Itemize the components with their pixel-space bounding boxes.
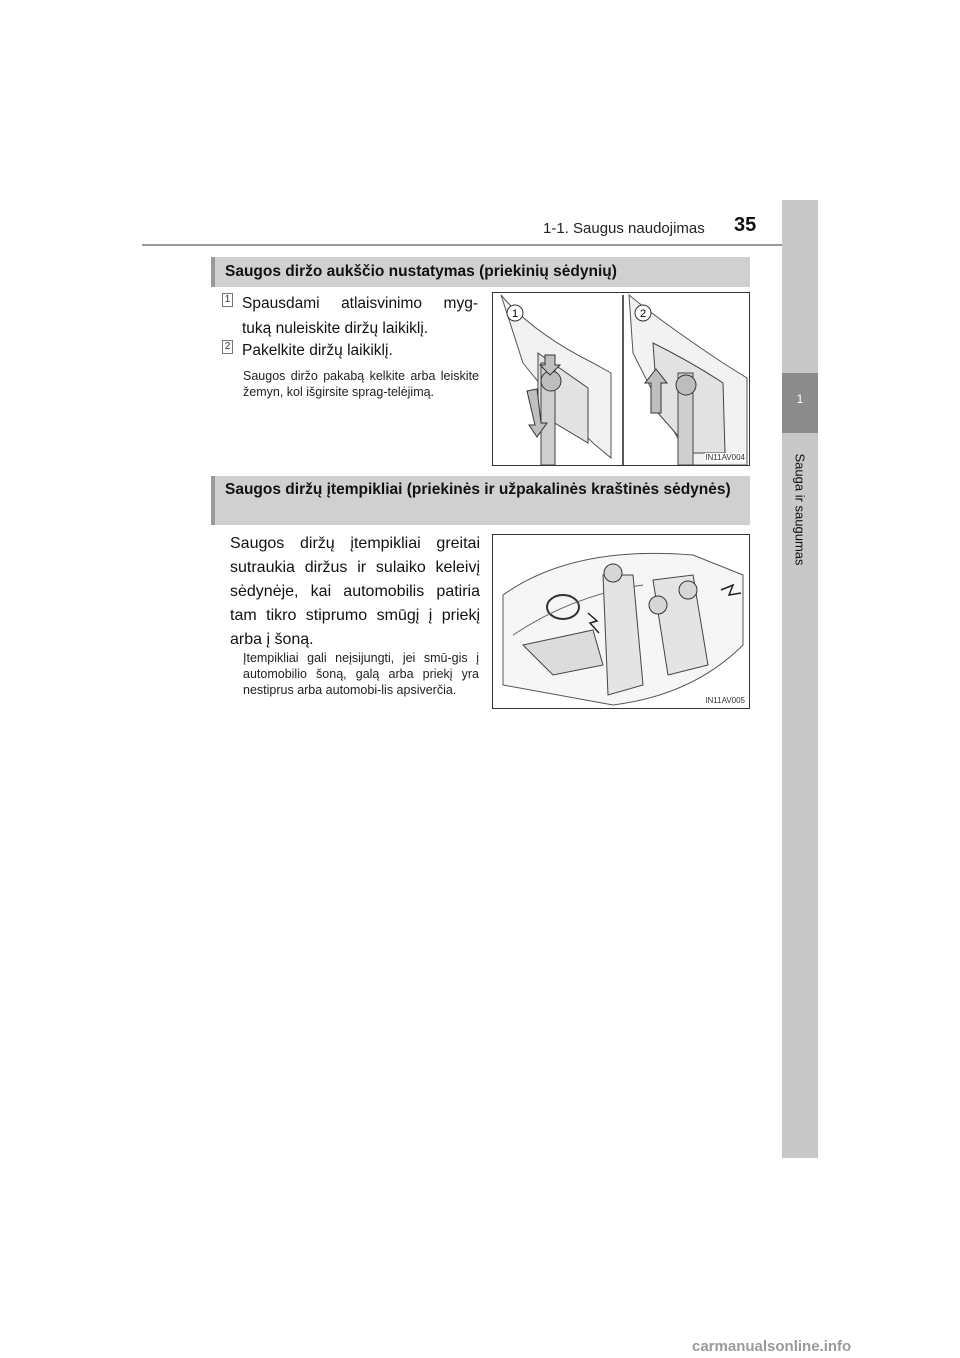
step-1-text-line1: Spausdami atlaisvinimo myg-	[242, 295, 478, 312]
figure-code: IN11AV005	[705, 696, 745, 705]
step-1-text-line2: tuką nuleiskite diržų laikiklį.	[242, 320, 429, 337]
step-2-text: Pakelkite diržų laikiklį.	[242, 342, 393, 359]
running-header-section: 1-1. Saugus naudojimas	[543, 220, 705, 237]
section-heading-pretensioners: Saugos diržų įtempikliai (priekinės ir užpakalinės kraštinės sėdynės)	[211, 476, 750, 525]
figure-pretensioner-cabin	[492, 534, 750, 709]
watermark: carmanualsonline.info	[692, 1338, 852, 1355]
chapter-title: Sauga ir saugumas	[792, 453, 808, 566]
belt-adjustment-illustration	[493, 293, 749, 465]
figure-code: IN11AV004	[705, 453, 745, 462]
section1-note: Saugos diržo pakabą kelkite arba leiskite žemyn, kol išgirsite sprag-telėjimą.	[243, 369, 479, 399]
pretensioner-paragraph: Saugos diržų įtempikliai greitai sutraukia diržus ir sulaiko keleivį sėdynėje, kai automobilis patiria tam tikro stiprumo smūgį į priekį arba į šoną.	[230, 535, 480, 648]
chapter-number: 1	[796, 392, 804, 406]
callout-1-label: 1	[511, 308, 519, 320]
page-number: 35	[734, 214, 757, 236]
section-heading-belt-height: Saugos diržo aukščio nustatymas (priekinių sėdynių)	[211, 257, 750, 287]
section2-note: Įtempikliai gali neįsijungti, jei smū-gis į automobilio šoną, galą arba priekį yra nestiprus arba automobi-lis apsiverčia.	[243, 651, 479, 697]
step-1-marker: 1	[222, 293, 233, 307]
cabin-illustration	[493, 535, 749, 708]
header-rule	[142, 244, 818, 246]
step-2-marker: 2	[222, 340, 233, 354]
chapter-side-tab	[782, 200, 818, 1158]
callout-2-label: 2	[639, 308, 647, 320]
figure-belt-anchor-adjustment	[492, 292, 750, 466]
